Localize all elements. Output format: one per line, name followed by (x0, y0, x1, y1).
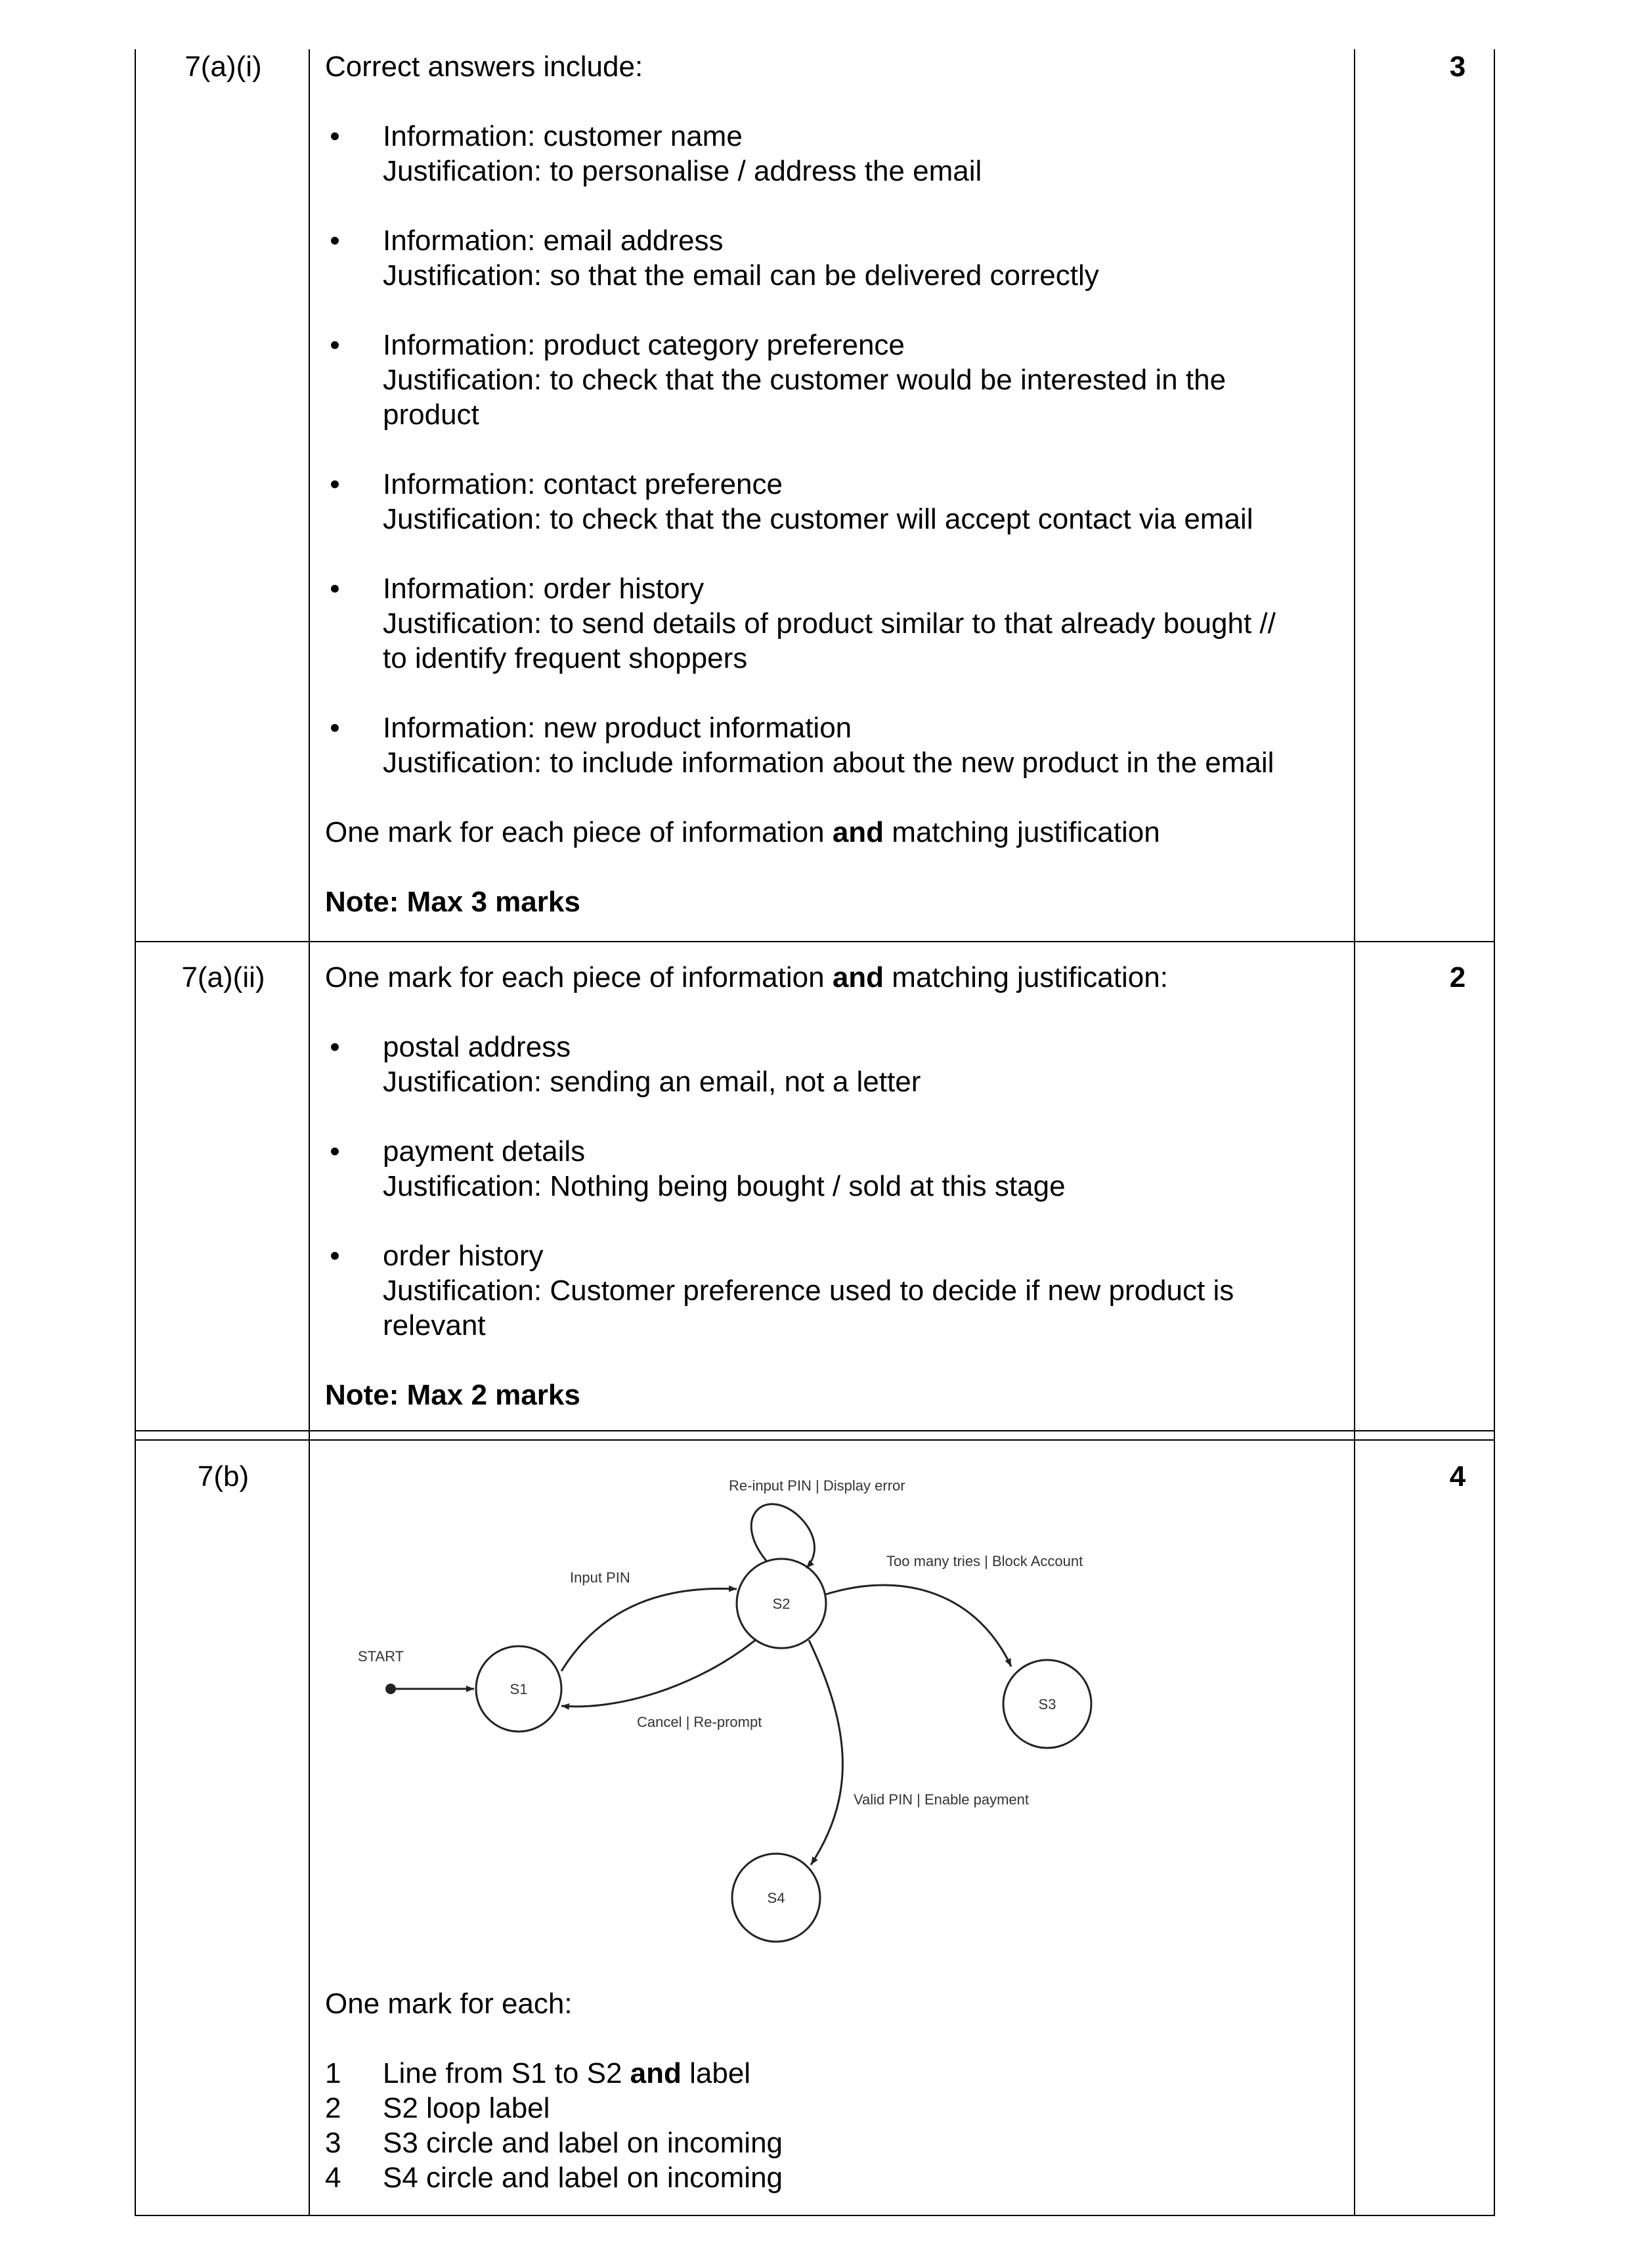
table-bottom-border (135, 2215, 1495, 2216)
bullet-mark: • (330, 225, 340, 257)
marks-value: 3 (1449, 51, 1466, 83)
point-number: 1 (325, 2057, 341, 2089)
info-text: Information: product category preference (383, 329, 905, 361)
point-text: Line from S1 to S2 and label (383, 2057, 751, 2089)
list-item (325, 571, 1336, 676)
answer-7b (325, 1986, 1336, 2195)
point-number: 2 (325, 2092, 341, 2124)
bullet-mark: • (330, 1031, 340, 1063)
state-label-s3: S3 (1038, 1696, 1056, 1712)
transition-s2-s3 (826, 1585, 1011, 1667)
bullet-mark: • (330, 120, 340, 152)
label-reinput-pin: Re-input PIN | Display error (729, 1477, 905, 1494)
justification-text-continued: to identify frequent shoppers (383, 642, 748, 674)
justification-text: Justification: to include information about the new product in the email (383, 747, 1274, 779)
list-item (325, 1134, 1336, 1204)
info-text: payment details (383, 1135, 586, 1167)
marks-value: 4 (1449, 1460, 1466, 1493)
col-border-right (1494, 49, 1495, 2216)
transition-s1-s2 (561, 1588, 737, 1671)
justification-text: Justification: Customer preference used to decide if new product is (383, 1275, 1234, 1307)
point-text: S3 circle and label on incoming (383, 2127, 783, 2159)
row-divider-2b (135, 1439, 1495, 1441)
justification-text-continued: product (383, 399, 479, 431)
question-number: 7(a)(i) (185, 51, 262, 83)
info-text: Information: contact preference (383, 468, 783, 500)
start-label: START (358, 1648, 404, 1665)
info-text: Information: email address (383, 225, 724, 257)
bullet-mark: • (330, 468, 340, 500)
info-text: Information: customer name (383, 120, 743, 152)
row-divider-1 (135, 941, 1495, 942)
list-item (325, 2126, 1336, 2160)
label-valid-pin: Valid PIN | Enable payment (854, 1791, 1030, 1808)
list-item (325, 223, 1336, 293)
bullet-mark: • (330, 712, 340, 744)
justification-text: Justification: to send details of product similar to that already bought // (383, 607, 1276, 640)
list-item (325, 467, 1336, 536)
bullet-mark: • (330, 573, 340, 605)
list-item (325, 2160, 1336, 2195)
marks-value: 2 (1449, 961, 1466, 993)
list-item (325, 1030, 1336, 1099)
point-number: 4 (325, 2162, 341, 2194)
info-text: order history (383, 1240, 544, 1272)
note-text: Note: Max 2 marks (325, 1379, 580, 1411)
list-item (325, 1238, 1336, 1343)
justification-text-continued: relevant (383, 1309, 486, 1341)
info-text: Information: order history (383, 573, 705, 605)
justification-text: Justification: to check that the customer would be interested in the (383, 364, 1227, 396)
label-cancel: Cancel | Re-prompt (637, 1714, 762, 1730)
label-input-pin: Input PIN (570, 1569, 630, 1586)
intro-text: Correct answers include: (325, 51, 643, 83)
col-border-question (309, 49, 310, 2216)
note-text: Note: Max 3 marks (325, 886, 580, 918)
list-item (325, 119, 1336, 188)
mark-allocation-text: One mark for each piece of information and matching justification (325, 816, 1160, 848)
transition-s2-s1 (561, 1640, 755, 1707)
point-number: 3 (325, 2127, 341, 2159)
transition-s2-s4 (809, 1640, 842, 1865)
answer-7aii (325, 960, 1336, 1412)
bullet-mark: • (330, 1240, 340, 1272)
info-text: Information: new product information (383, 712, 852, 744)
row-divider-2a (135, 1430, 1495, 1431)
intro-text: One mark for each piece of information and matching justification: (325, 961, 1168, 993)
state-transition-diagram (328, 1458, 1182, 1957)
list-item (325, 710, 1336, 780)
bullet-mark: • (330, 329, 340, 361)
label-too-many-tries: Too many tries | Block Account (886, 1553, 1083, 1569)
list-item (325, 328, 1336, 432)
point-text: S4 circle and label on incoming (383, 2162, 783, 2194)
state-label-s4: S4 (767, 1890, 785, 1906)
list-item (325, 2056, 1336, 2091)
bullet-mark: • (330, 1135, 340, 1167)
intro-text: One mark for each: (325, 1988, 573, 2020)
justification-text: Justification: to personalise / address the email (383, 155, 982, 187)
list-item (325, 2091, 1336, 2126)
justification-text: Justification: sending an email, not a letter (383, 1066, 921, 1098)
justification-text: Justification: so that the email can be delivered correctly (383, 259, 1099, 292)
col-border-answer (1354, 49, 1355, 2216)
info-text: postal address (383, 1031, 571, 1063)
state-label-s1: S1 (510, 1681, 528, 1697)
point-text: S2 loop label (383, 2092, 550, 2124)
state-label-s2: S2 (772, 1596, 791, 1612)
question-number: 7(a)(ii) (181, 961, 265, 993)
justification-text: Justification: Nothing being bought / sold at this stage (383, 1170, 1066, 1202)
col-border-left (135, 49, 136, 2216)
justification-text: Justification: to check that the customer will accept contact via email (383, 503, 1253, 535)
answer-7ai (325, 49, 1336, 919)
question-number: 7(b) (197, 1460, 250, 1493)
